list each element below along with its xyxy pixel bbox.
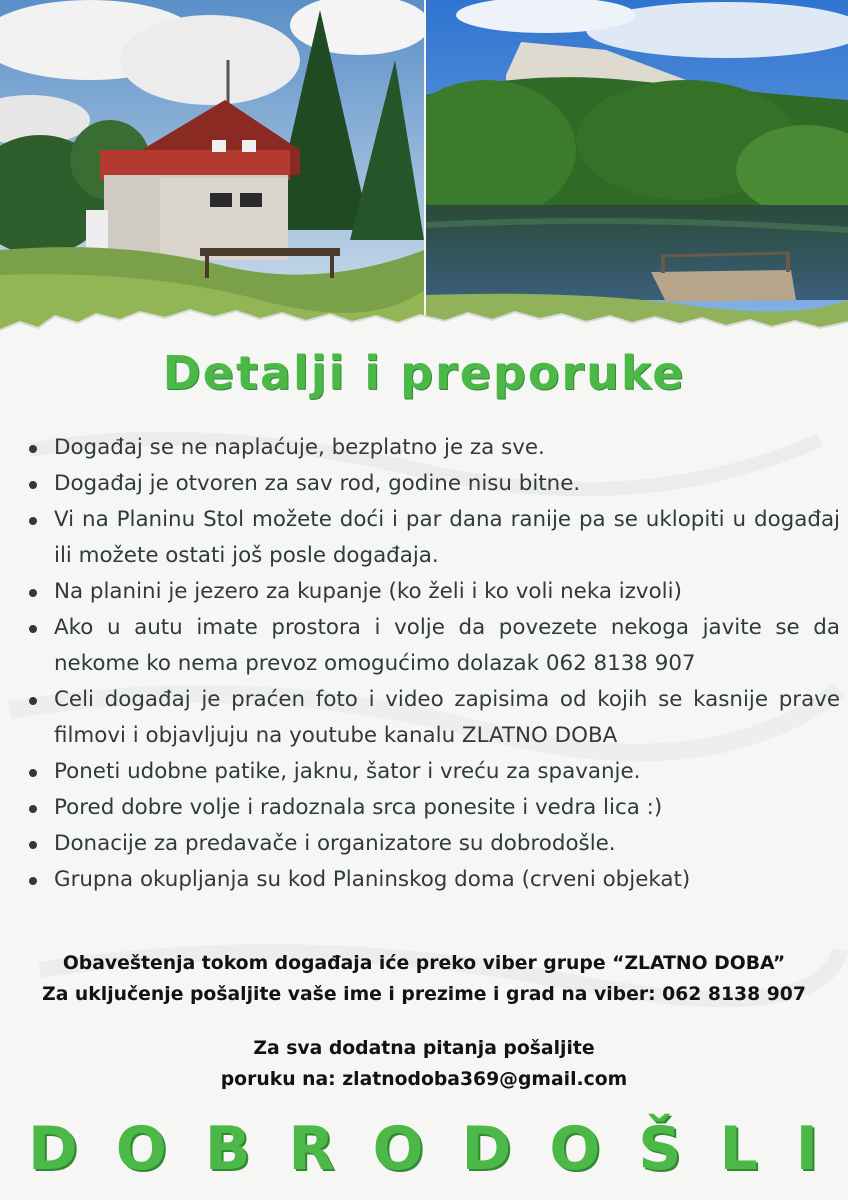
- contact-notice-line-1: Za sva dodatna pitanja pošaljite: [253, 1038, 595, 1059]
- viber-notice-line-1: Obaveštenja tokom događaja iće preko viber grupe “ZLATNO DOBA”: [62, 953, 786, 974]
- list-item: Na planini je jezero za kupanje (ko želi i ko voli neka izvoli): [26, 574, 840, 610]
- contact-notice: [0, 1033, 848, 1095]
- page-title: Detalji i preporuke: [162, 346, 686, 400]
- viber-notice: [0, 948, 848, 1010]
- list-item: Celi događaj je praćen foto i video zapisima od kojih se kasnije prave filmovi i objavljuju na youtube kanalu ZLATNO DOBA: [26, 682, 840, 754]
- contact-email-line[interactable]: poruku na: zlatnodoba369@gmail.com: [220, 1069, 628, 1090]
- welcome-letter: O: [549, 1114, 601, 1184]
- list-item: Pored dobre volje i radoznala srca ponesite i vedra lica :): [26, 790, 840, 826]
- list-item: Grupna okupljanja su kod Planinskog doma (crveni objekat): [26, 862, 840, 898]
- list-item: Ako u autu imate prostora i volje da povezete nekoga javite se da nekome ko nema prevoz omogućimo dolazak 062 8138 907: [26, 610, 840, 682]
- welcome-letter: O: [372, 1114, 424, 1184]
- list-item: Događaj se ne naplaćuje, bezplatno je za sve.: [26, 430, 840, 466]
- list-item: Donacije za predavače i organizatore su dobrodošle.: [26, 826, 840, 862]
- welcome-letter: D: [28, 1114, 78, 1184]
- viber-notice-line-2: Za uključenje pošaljite vaše ime i prezime i grad na viber: 062 8138 907: [42, 984, 806, 1005]
- recommendations-list: [26, 430, 840, 898]
- welcome-letter: R: [288, 1114, 335, 1184]
- welcome-letter: D: [461, 1114, 512, 1184]
- list-item: Poneti udobne patike, jaknu, šator i vreću za spavanje.: [26, 754, 840, 790]
- welcome-letter: O: [115, 1114, 167, 1184]
- welcome-banner: [28, 1114, 818, 1184]
- welcome-letter: I: [795, 1114, 818, 1184]
- list-item: Vi na Planinu Stol možete doći i par dana ranije pa se uklopiti u događaj ili možete ostati još posle događaja.: [26, 502, 840, 574]
- welcome-letter: Š: [638, 1114, 682, 1184]
- welcome-letter: L: [719, 1114, 758, 1184]
- list-item: Događaj je otvoren za sav rod, godine nisu bitne.: [26, 466, 840, 502]
- welcome-letter: B: [204, 1114, 251, 1184]
